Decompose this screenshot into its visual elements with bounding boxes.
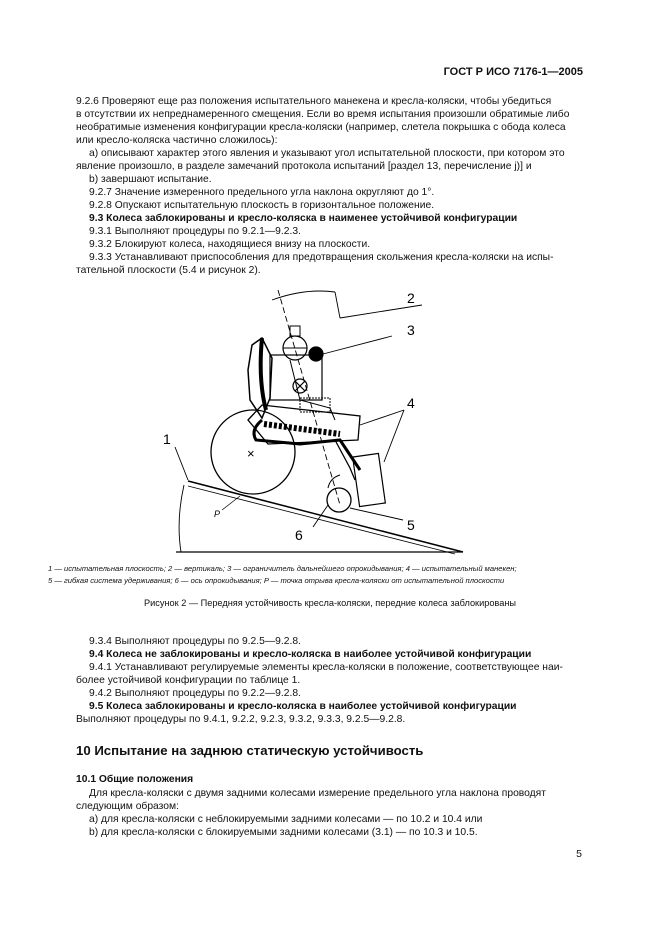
dummy-body	[270, 355, 322, 400]
list-item-b: b) завершают испытание.	[89, 174, 212, 185]
figure-caption-2: 5 — гибкая система удерживания; 6 — ось опрокидывания; P — точка отрыва кресла-коляски от испытательной плоскости	[48, 576, 505, 585]
paragraph-9-4-1: 9.4.1 Устанавливают регулируемые элементы кресла-коляски в положение, соответствующее наи-	[89, 662, 563, 673]
paragraph-9-2-6-line1: 9.2.6 Проверяют еще раз положения испытательного манекена и кресла-коляски, чтобы убедиться	[76, 96, 552, 107]
paragraph-9-3-3: 9.3.3 Устанавливают приспособления для предотвращения скольжения кресла-коляски на испы-	[89, 252, 554, 263]
label-2: 2	[407, 290, 415, 306]
heading-9-3: 9.3 Колеса заблокированы и кресло-коляска в наименее устойчивой конфигурации	[89, 213, 518, 224]
heading-9-4: 9.4 Колеса не заблокированы и кресло-коляска в наиболее устойчивой конфигурации	[89, 649, 532, 660]
label-4: 4	[407, 395, 415, 411]
paragraph-9-3-4: 9.3.4 Выполняют процедуры по 9.2.5—9.2.8.	[89, 636, 301, 647]
paragraph-line: явление произошло, в разделе замечаний протокола испытаний [раздел 13, перечисление j)] и	[76, 161, 532, 172]
paragraph-9-4-2: 9.4.2 Выполняют процедуры по 9.2.2—9.2.8.	[89, 688, 301, 699]
dummy-leg	[353, 453, 386, 506]
angle-arc	[179, 485, 184, 552]
label-p: P	[214, 509, 221, 519]
test-plane	[188, 481, 463, 552]
heading-10-1: 10.1 Общие положения	[76, 774, 194, 785]
section-10-heading: 10 Испытание на заднюю статическую устойчивость	[76, 743, 424, 758]
paragraph-9-5-body: Выполняют процедуры по 9.4.1, 9.2.2, 9.2.3, 9.3.2, 9.3.3, 9.2.5—9.2.8.	[76, 714, 406, 725]
svg-text:×: ×	[247, 446, 255, 461]
paragraph-line: необратимые изменения конфигурации кресла-коляски (например, слетела покрышка с обода колеса	[76, 122, 566, 133]
paragraph-9-2-8: 9.2.8 Опускают испытательную плоскость в горизонтальное положение.	[89, 200, 435, 211]
list-item-a: a) для кресла-коляски с неблокируемыми задними колесами — по 10.2 и 10.4 или	[89, 814, 483, 825]
paragraph-9-2-7: 9.2.7 Значение измеренного предельного угла наклона округляют до 1°.	[89, 187, 435, 198]
figure-caption-1: 1 — испытательная плоскость; 2 — вертикаль; 3 — ограничитель дальнейшего опрокидывания; 4 — испытательный манекен;	[48, 564, 517, 573]
label-5: 5	[407, 517, 415, 533]
paragraph-line: в отсутствии их непреднамеренного смещения. Если во время испытания произошли обратимые либо	[76, 109, 570, 120]
list-item-b: b) для кресла-коляски с блокируемыми задними колесами (3.1) — по 10.3 и 10.5.	[89, 827, 478, 838]
paragraph-9-3-2: 9.3.2 Блокируют колеса, находящиеся внизу на плоскости.	[89, 239, 371, 250]
paragraph-10-1: Для кресла-коляски с двумя задними колесами измерение предельного угла наклона проводят	[89, 788, 546, 799]
limiter-dot	[309, 347, 323, 361]
figure-title: Рисунок 2 — Передняя устойчивость кресла-коляски, передние колеса заблокированы	[144, 598, 516, 608]
label-1: 1	[163, 431, 171, 447]
document-header: ГОСТ Р ИСО 7176-1—2005	[443, 66, 583, 78]
heading-9-5: 9.5 Колеса заблокированы и кресло-коляска в наиболее устойчивой конфигурации	[89, 701, 517, 712]
label-6: 6	[295, 527, 303, 543]
paragraph-line: следующим образом:	[76, 801, 179, 812]
page-number: 5	[576, 848, 582, 860]
paragraph-9-3-1: 9.3.1 Выполняют процедуры по 9.2.1—9.2.3.	[89, 226, 301, 237]
label-3: 3	[407, 322, 415, 338]
list-item-a: a) описывают характер этого явления и указывают угол испытательной плоскости, при котором это	[89, 148, 565, 159]
paragraph-line: более устойчивой конфигурации по таблице 1.	[76, 675, 301, 686]
paragraph-line: или кресло-коляска частично сложилось):	[76, 135, 278, 146]
paragraph-line: тательной плоскости (5.4 и рисунок 2).	[76, 265, 261, 276]
